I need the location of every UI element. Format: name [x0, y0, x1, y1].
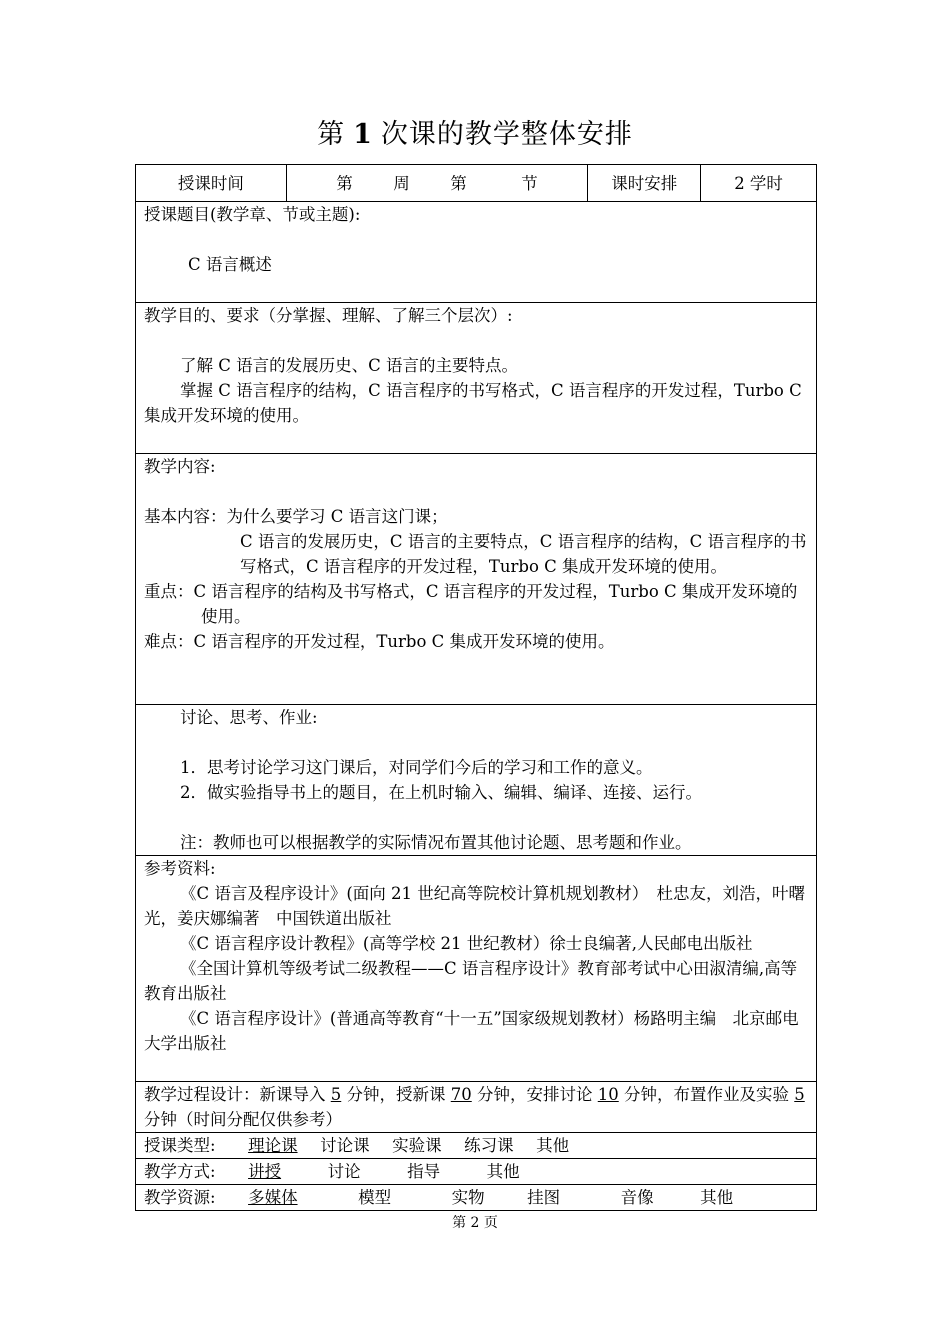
method-option: 讨论 [327, 1162, 361, 1181]
discussion-label: 讨论、思考、作业: [180, 708, 318, 727]
discussion-item: 1．思考讨论学习这门课后，对同学们今后的学习和工作的意义。 [180, 758, 653, 777]
objective-line: 掌握 C 语言程序的结构，C 语言程序的书写格式，C 语言程序的开发过程，Turbo C 集成开发环境的使用。 [144, 381, 802, 425]
objectives-label: 教学目的、要求（分掌握、理解、了解三个层次）: [144, 306, 513, 325]
week-prefix: 第 [336, 173, 353, 193]
lecture-minutes: 70 [450, 1085, 472, 1104]
method-option: 指导 [407, 1162, 441, 1181]
topic-label: 授课题目(教学章、节或主题): [144, 205, 361, 224]
title-suffix: 次课的教学整体安排 [380, 119, 633, 150]
period-prefix: 第 [450, 173, 467, 193]
content-label: 教学内容: [144, 457, 216, 476]
homework-minutes: 5 [794, 1085, 805, 1104]
process-part: 分钟（时间分配仅供参考） [144, 1110, 342, 1129]
reference-item: 《全国计算机等级考试二级教程——C 语言程序设计》教育部考试中心田淑清编,高等教育出版社 [144, 959, 798, 1003]
resource-option: 模型 [358, 1188, 392, 1207]
references-label: 参考资料: [144, 859, 216, 878]
basic-rest: C 语言的发展历史，C 语言的主要特点，C 语言程序的结构，C 语言程序的书写格式，C 语言程序的开发过程，Turbo C 集成开发环境的使用。 [240, 532, 807, 576]
objectives-row [136, 303, 817, 454]
key-label: 重点： [144, 582, 194, 601]
week-period-cell [286, 165, 588, 202]
title-number: 1 [353, 119, 373, 150]
reference-item: 《C 语言程序设计教程》(高等学校 21 世纪教材）徐士良编著,人民邮电出版社 [180, 934, 753, 953]
week-suffix: 周 [393, 173, 410, 193]
page-title [0, 112, 950, 151]
key-points: C 语言程序的结构及书写格式，C 语言程序的开发过程，Turbo C 集成开发环境的使用。 [193, 582, 798, 626]
page-number: 第 2 页 [452, 1215, 498, 1231]
topic-row [136, 202, 817, 303]
course-type-option: 练习课 [464, 1136, 514, 1155]
topic-value: C 语言概述 [188, 255, 272, 274]
period-suffix: 节 [521, 173, 538, 193]
resources-row [136, 1185, 817, 1211]
process-text [144, 1082, 808, 1132]
resource-option: 音像 [620, 1188, 654, 1207]
content-row [136, 454, 817, 705]
course-type-option: 其他 [536, 1136, 570, 1155]
course-type-label: 授课类型: [144, 1136, 216, 1155]
process-row [136, 1082, 817, 1133]
objective-line: 了解 C 语言的发展历史、C 语言的主要特点。 [180, 356, 518, 375]
time-label: 授课时间 [136, 165, 287, 202]
course-type-option: 实验课 [392, 1136, 442, 1155]
resource-option: 实物 [451, 1188, 485, 1207]
course-type-row [136, 1133, 817, 1159]
resources-label: 教学资源: [144, 1188, 216, 1207]
header-row [136, 165, 817, 202]
method-option: 讲授 [248, 1162, 282, 1181]
reference-item: 《C 语言程序设计》(普通高等教育“十一五”国家级规划教材）杨路明主编 北京邮电大学出版社 [144, 1009, 799, 1053]
discussion-row [136, 705, 817, 856]
schedule-label: 课时安排 [588, 165, 701, 202]
title-prefix: 第 [317, 119, 346, 150]
method-row [136, 1159, 817, 1185]
reference-item: 《C 语言及程序设计》(面向 21 世纪高等院校计算机规划教材） 杜忠友，刘浩，叶曙光，姜庆娜编著 中国铁道出版社 [144, 884, 806, 928]
course-type-option: 讨论课 [320, 1136, 370, 1155]
method-label: 教学方式: [144, 1162, 216, 1181]
process-part: 分钟，布置作业及实验 [624, 1085, 789, 1104]
discussion-note: 注：教师也可以根据教学的实际情况布置其他讨论题、思考题和作业。 [180, 833, 692, 852]
discussion-item: 2．做实验指导书上的题目，在上机时输入、编辑、编译、连接、运行。 [180, 783, 702, 802]
resource-option: 其他 [700, 1188, 734, 1207]
hours-value: 2 学时 [701, 165, 817, 202]
process-part: 分钟，授新课 [346, 1085, 446, 1104]
process-part: 教学过程设计：新课导入 [144, 1085, 326, 1104]
course-type-option: 理论课 [248, 1136, 298, 1155]
basic-label: 基本内容： [144, 507, 227, 526]
intro-minutes: 5 [330, 1085, 342, 1104]
hard-points: C 语言程序的开发过程，Turbo C 集成开发环境的使用。 [193, 632, 615, 651]
discussion-minutes: 10 [597, 1085, 619, 1104]
method-option: 其他 [486, 1162, 520, 1181]
resource-option: 多媒体 [248, 1188, 298, 1207]
lesson-plan-table [135, 164, 817, 1211]
basic-first: 为什么要学习 C 语言这门课； [226, 507, 448, 526]
resource-option: 挂图 [527, 1188, 561, 1207]
references-row [136, 856, 817, 1082]
process-part: 分钟，安排讨论 [477, 1085, 593, 1104]
hard-label: 难点： [144, 632, 194, 651]
